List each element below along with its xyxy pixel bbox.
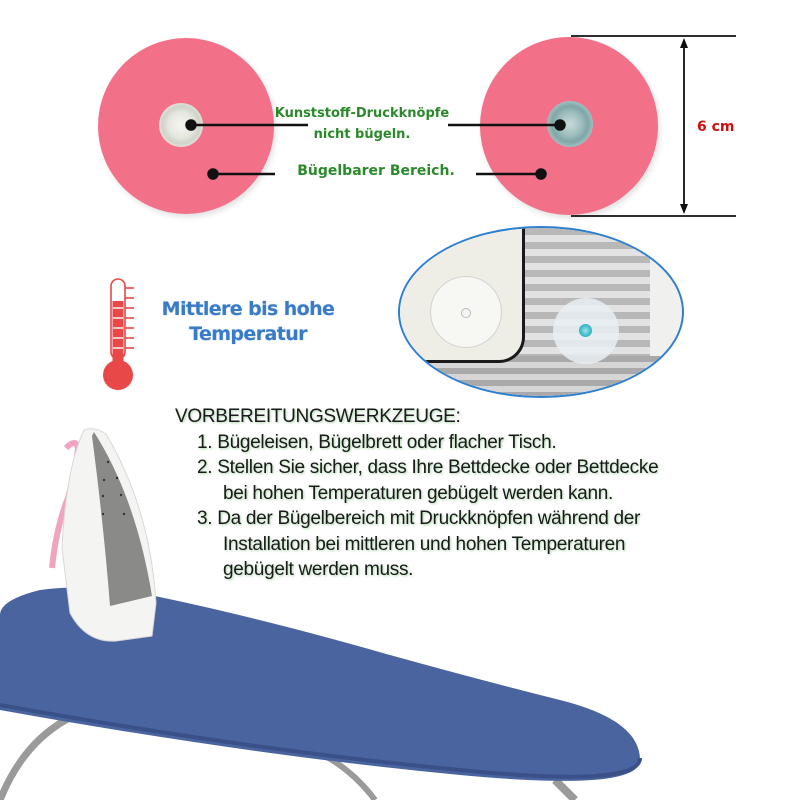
instructions-block bbox=[175, 404, 658, 583]
dimension-label: 6 cm bbox=[697, 119, 735, 135]
item-text-continued: gebügelt werden muss. bbox=[223, 559, 414, 580]
item-text-continued: Installation bei mittleren und hohen Temperaturen bbox=[223, 533, 626, 555]
temperature-label bbox=[148, 297, 348, 347]
item-text: Bügeleisen, Bügelbrett oder flacher Tisch. bbox=[217, 431, 557, 453]
fabric-snap-center bbox=[579, 324, 592, 337]
temperature-line1: Mittlere bis hohe bbox=[161, 298, 335, 320]
snaps-label bbox=[272, 103, 452, 145]
instruction-item-1 bbox=[187, 430, 658, 456]
thermometer-icon bbox=[104, 278, 144, 398]
item-text: Stellen Sie sicher, dass Ihre Bettdecke oder Bettdecke bbox=[217, 457, 659, 478]
item-text: Da der Bügelbereich mit Druckknöpfen während der bbox=[217, 508, 641, 529]
iron-icon bbox=[46, 428, 166, 643]
item-number: 3. bbox=[197, 508, 213, 529]
instruction-item-2 bbox=[187, 455, 658, 506]
item-number: 2. bbox=[197, 457, 213, 478]
item-text-continued: bei hohen Temperaturen gebügelt werden kann. bbox=[223, 482, 613, 504]
snaps-label-line1: Kunststoff-Druckknöpfe bbox=[274, 106, 450, 121]
item-number: 1. bbox=[197, 431, 213, 453]
instruction-item-3 bbox=[187, 506, 658, 583]
snaps-label-line2: nicht bügeln. bbox=[313, 127, 411, 142]
temperature-line2: Temperatur bbox=[189, 323, 307, 345]
instructions-heading: VORBEREITUNGSWERKZEUGE: bbox=[175, 406, 461, 427]
quilt-photo-ellipse bbox=[398, 226, 684, 398]
board-leg-tip bbox=[555, 780, 575, 800]
ironable-area-label: Bügelbarer Bereich. bbox=[297, 163, 455, 179]
duvet-snap-center bbox=[461, 308, 471, 318]
